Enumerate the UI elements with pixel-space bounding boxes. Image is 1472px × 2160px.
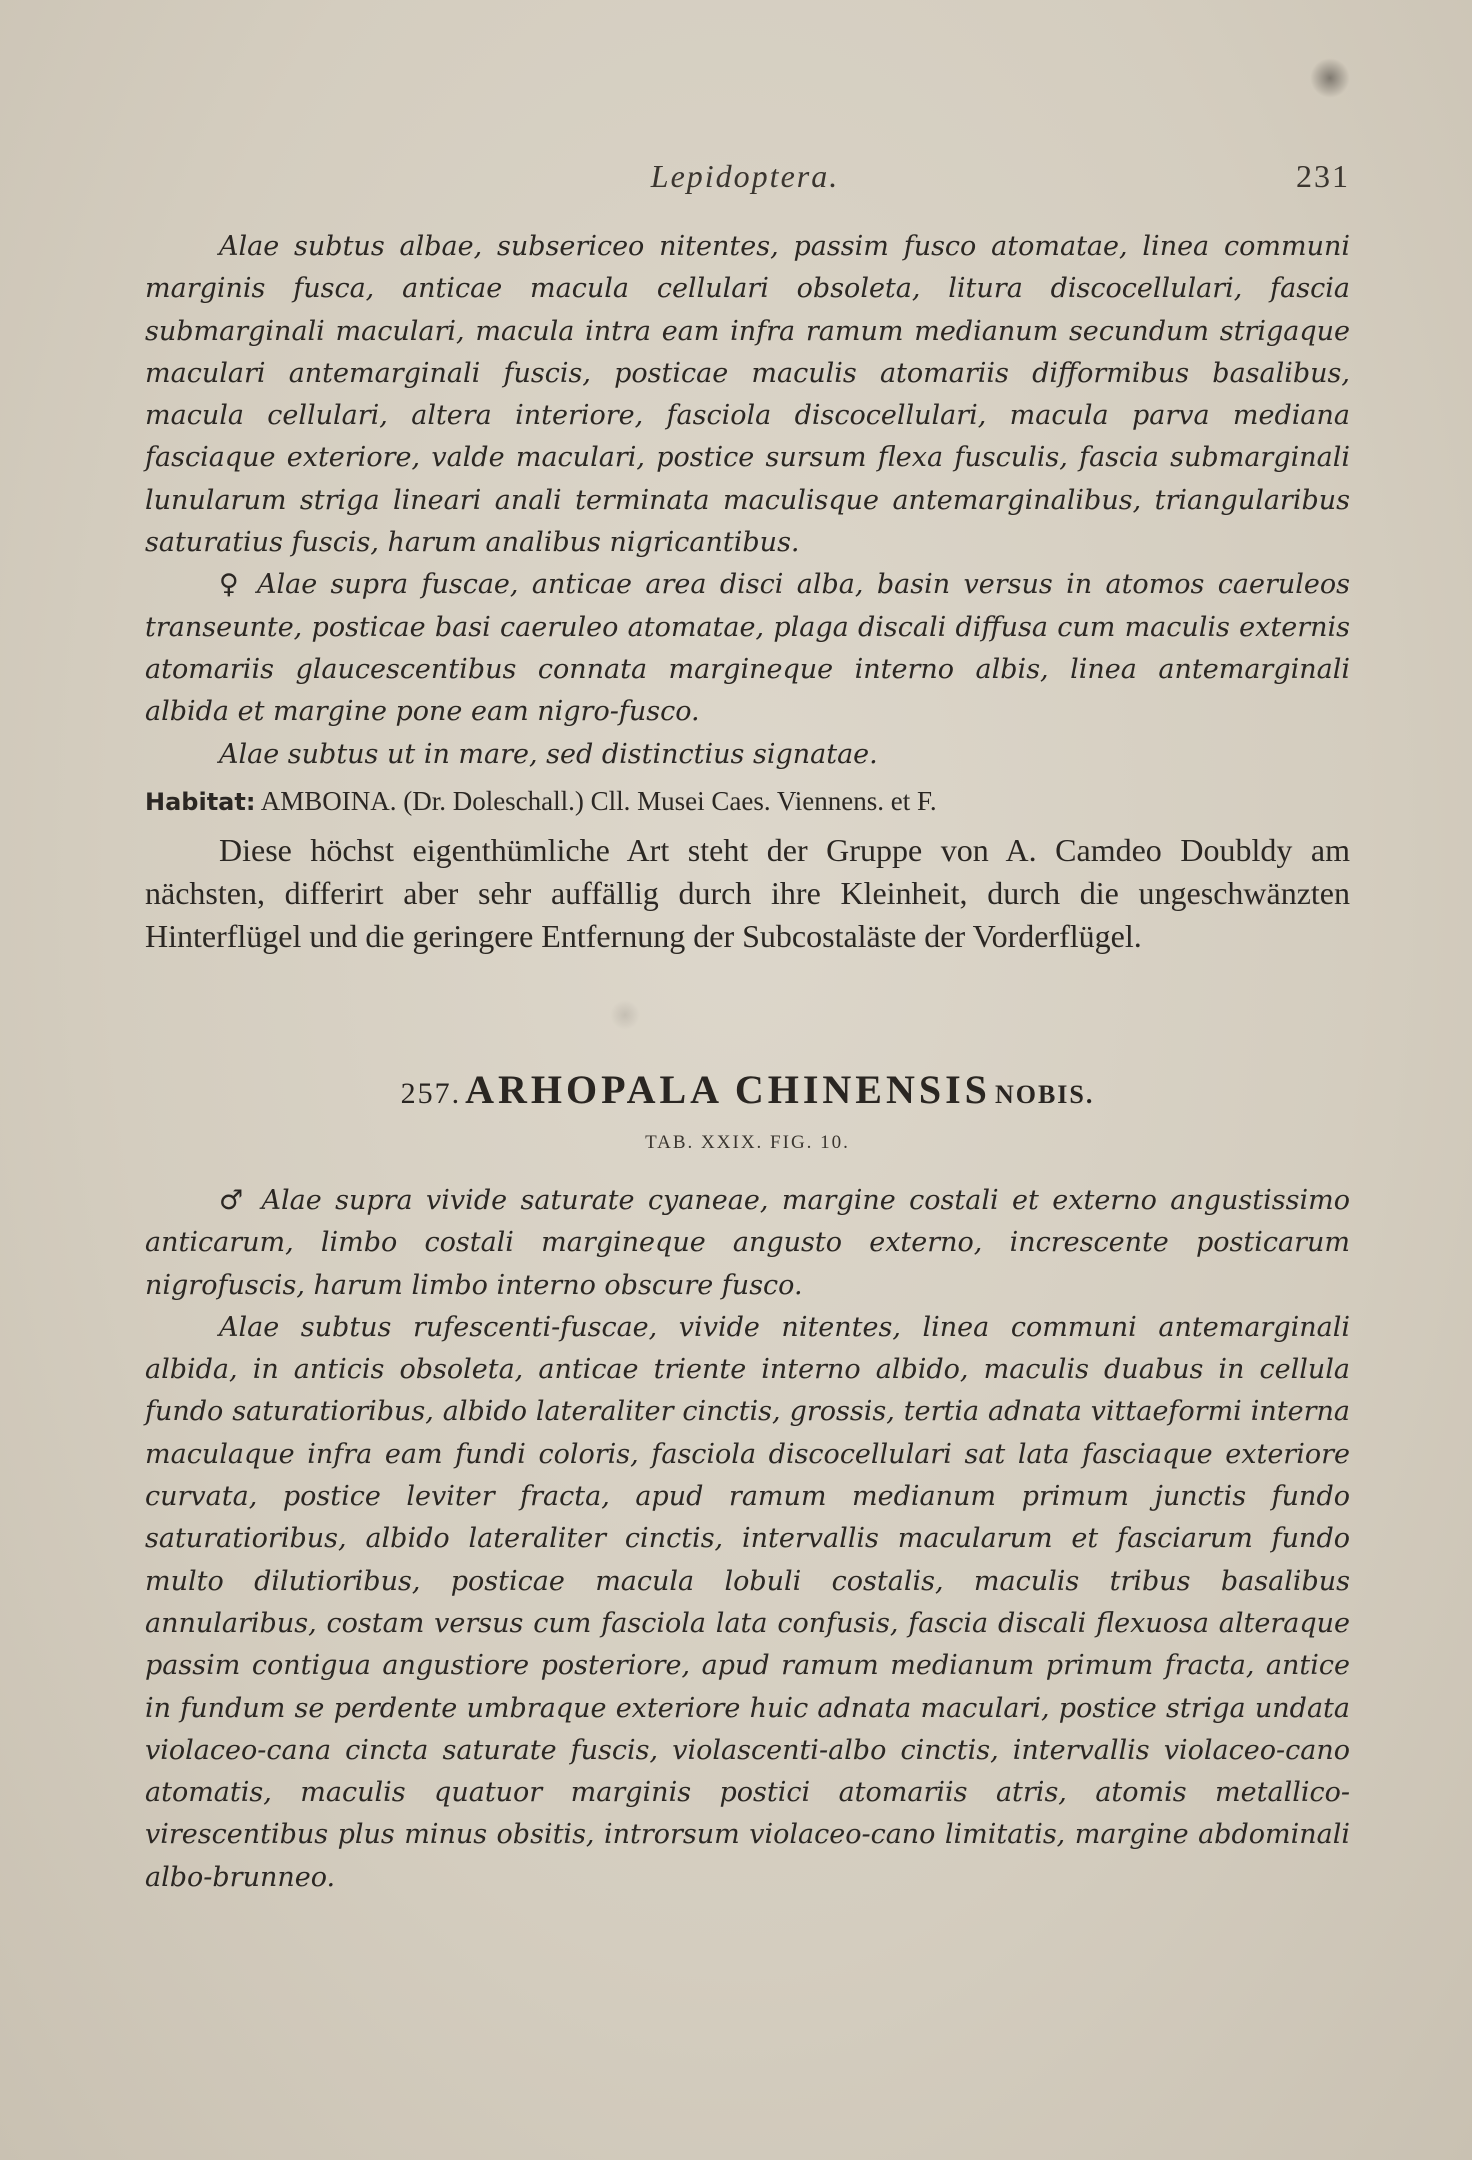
female-upperside-text: Alae supra fuscae, anticae area disci alba, basin versus in atomos caeruleos transeunte, posticae basi caeruleo atomatae, plaga discali diffusa cum maculis externis atomariis glaucescentibus connata margineque interno albis, linea antemarginali albida et margine pone eam nigro-fusco. xyxy=(145,569,1350,728)
german-note-paragraph: Diese höchst eigenthümliche Art steht der Gruppe von A. Camdeo Doubldy am nächsten, differirt aber sehr auffällig durch ihre Kleinheit, durch die ungeschwänzten Hinterflügel und die geringere Entfernung der Subcostaläste der Vorderflügel. xyxy=(145,831,1350,954)
species-heading xyxy=(145,1066,1350,1113)
female-underside-paragraph: Alae subtus ut in mare, sed distinctius signatae. xyxy=(219,738,878,770)
species-256-description xyxy=(145,226,1350,958)
female-symbol-icon: ♀ xyxy=(219,569,244,601)
running-head xyxy=(140,158,1350,198)
habitat-label: Habitat: xyxy=(145,787,256,816)
underside-paragraph: Alae subtus rufescenti-fuscae, vivide nitentes, linea communi antemarginali albida, in anticis obsoleta, anticae triente interno albido, maculis duabus in cellula fundo saturatioribus, albido lateraliter cinctis, grossis, tertia adnata vittaeformi interna maculaque infra eam fundi coloris, fasciola discocellulari sat lata fasciaque exteriore curvata, postice leviter fracta, apud ramum medianum primum junctis fundo saturatioribus, albido lateraliter cinctis, intervallis macularum et fasciarum fundo multo dilutioribus, posticae macula lobuli costalis, maculis tribus basalibus annularibus, costam versus cum fasciola lata confusis, fascia discali flexuosa alteraque passim contigua angustiore posteriore, apud ramum medianum primum fracta, antice in fundum se perdente umbraque exteriore huic adnata maculari, postice striga undata violaceo-cana cincta saturate fuscis, violascenti-albo cinctis, intervallis violaceo-cano atomatis, maculis quatuor marginis postici atomariis atris, atomis metallico-virescentibus plus minus obsitis, introrsum violaceo-cano limitatis, margine abdominali albo-brunneo. xyxy=(145,1311,1350,1893)
male-symbol-icon: ♂ xyxy=(219,1185,249,1216)
running-head-title: Lepidoptera. xyxy=(650,158,840,194)
female-upperside-paragraph xyxy=(145,564,1350,733)
page-number: 231 xyxy=(1296,158,1350,194)
ink-smudge xyxy=(1310,58,1350,98)
habitat-text: AMBOINA. (Dr. Doleschall.) Cll. Musei Caes. Viennens. et F. xyxy=(260,785,937,816)
species-257-description xyxy=(145,1180,1350,1899)
male-upperside-paragraph xyxy=(145,1180,1350,1307)
plate-reference: TAB. XXIX. FIG. 10. xyxy=(645,1132,850,1153)
species-author: NOBIS. xyxy=(994,1080,1095,1109)
species-name: ARHOPALA CHINENSIS xyxy=(465,1067,991,1112)
male-underside-paragraph: Alae subtus albae, subsericeo nitentes, passim fusco atomatae, linea communi marginis fusca, anticae macula cellulari obsoleta, litura discocellulari, fascia submarginali maculari, macula intra eam infra ramum medianum secundum strigaque maculari antemarginali fuscis, posticae maculis atomariis difformibus basalibus, macula cellulari, altera interiore, fasciola discocellulari, macula parva mediana fasciaque exteriore, valde maculari, postice sursum flexa fusculis, fascia submarginali lunularum striga lineari anali terminata maculisque antemarginalibus, triangularibus saturatius fuscis, harum analibus nigricantibus. xyxy=(145,231,1350,559)
paper-spot xyxy=(610,1000,640,1030)
male-upperside-text: Alae supra vivide saturate cyaneae, margine costali et externo angustissimo anticarum, limbo costali margineque angusto externo, increscente posticarum nigrofuscis, harum limbo interno obscure fusco. xyxy=(145,1185,1350,1301)
habitat-line xyxy=(145,780,1350,823)
species-number: 257. xyxy=(400,1077,462,1110)
